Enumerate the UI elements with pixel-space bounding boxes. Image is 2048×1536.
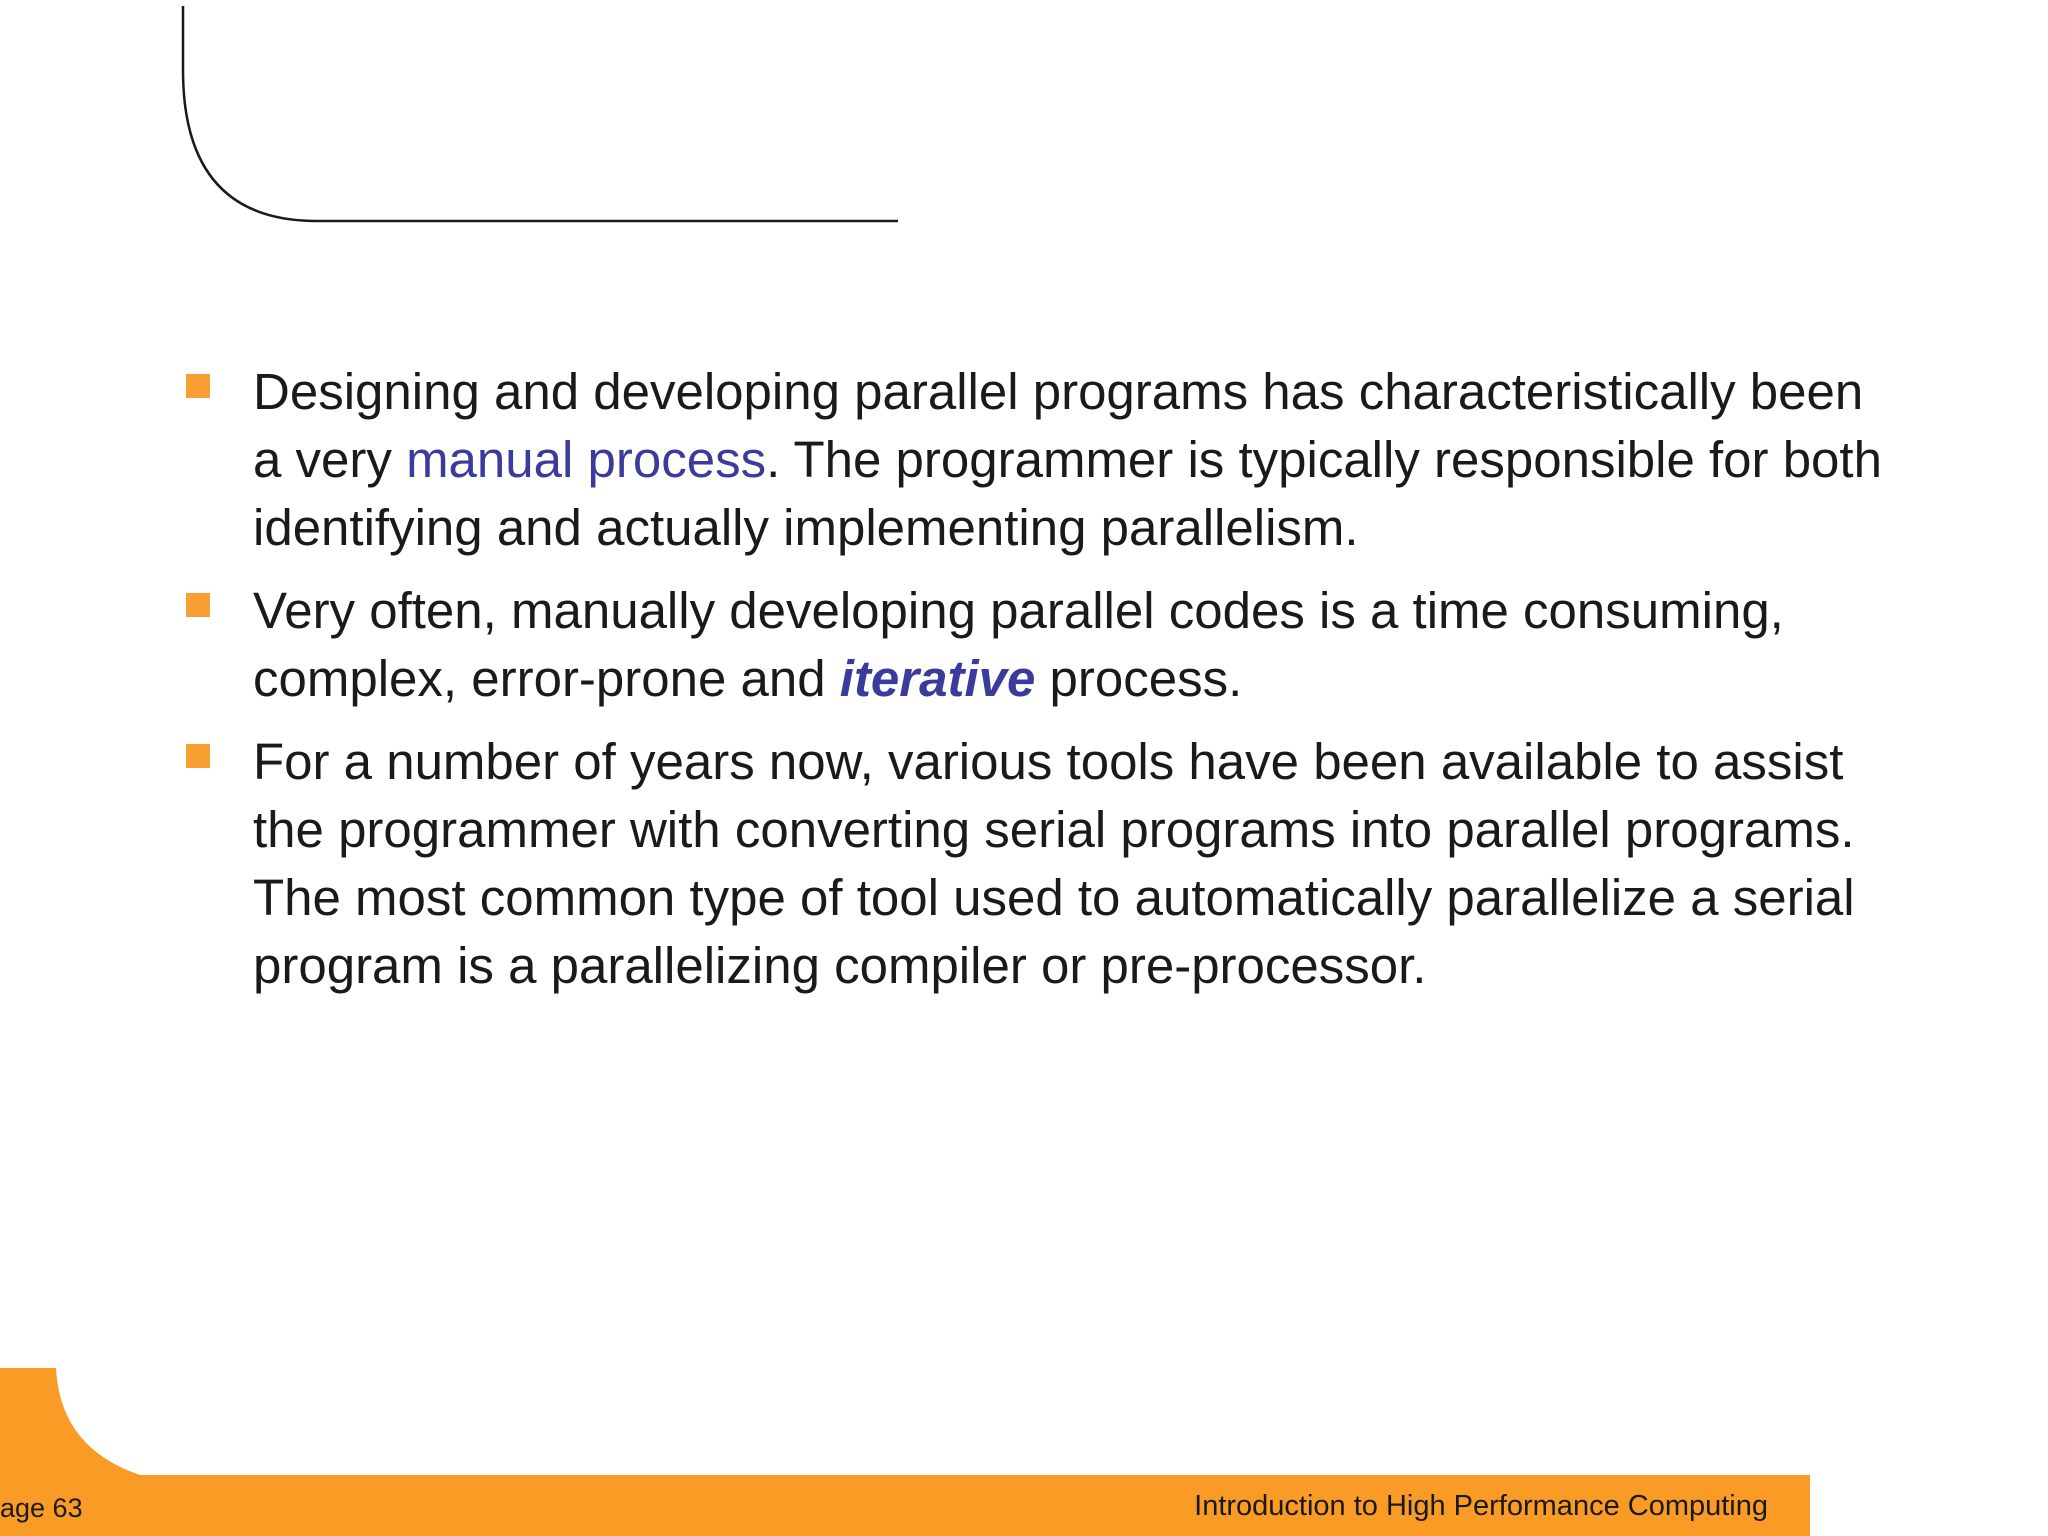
bullet-text: Designing and developing parallel programs has characteristically been a very <box>253 363 1864 488</box>
bullet-text: For a number of years now, various tools have been available to assist the programmer with converting serial programs into parallel programs. The most common type of tool used to automatically parallelize a serial program is a parallelizing compiler or pre-processor. <box>253 733 1855 994</box>
corner-line-decoration <box>0 0 920 230</box>
highlight-text: iterative <box>839 650 1036 707</box>
bullet-square-icon <box>186 374 210 398</box>
bullet-square-icon <box>186 744 210 768</box>
page-number: age 63 <box>0 1493 83 1523</box>
bullet-text: . The programmer is typically responsible for both identifying and actually implementing parallelism. <box>253 431 1882 556</box>
bullet-text: process. <box>1035 650 1243 707</box>
bullet-list <box>180 358 1900 1015</box>
footer-curve-decoration <box>0 1368 160 1478</box>
bullet-square-icon <box>186 593 210 617</box>
bullet-item <box>180 728 1900 1000</box>
bullet-text: Very often, manually developing parallel codes is a time consuming, complex, error-prone and <box>253 582 1784 707</box>
footer-title: Introduction to High Performance Computing <box>1194 1490 1768 1522</box>
bullet-item <box>180 358 1900 562</box>
highlight-text: manual process <box>406 431 767 488</box>
bullet-item <box>180 577 1900 713</box>
